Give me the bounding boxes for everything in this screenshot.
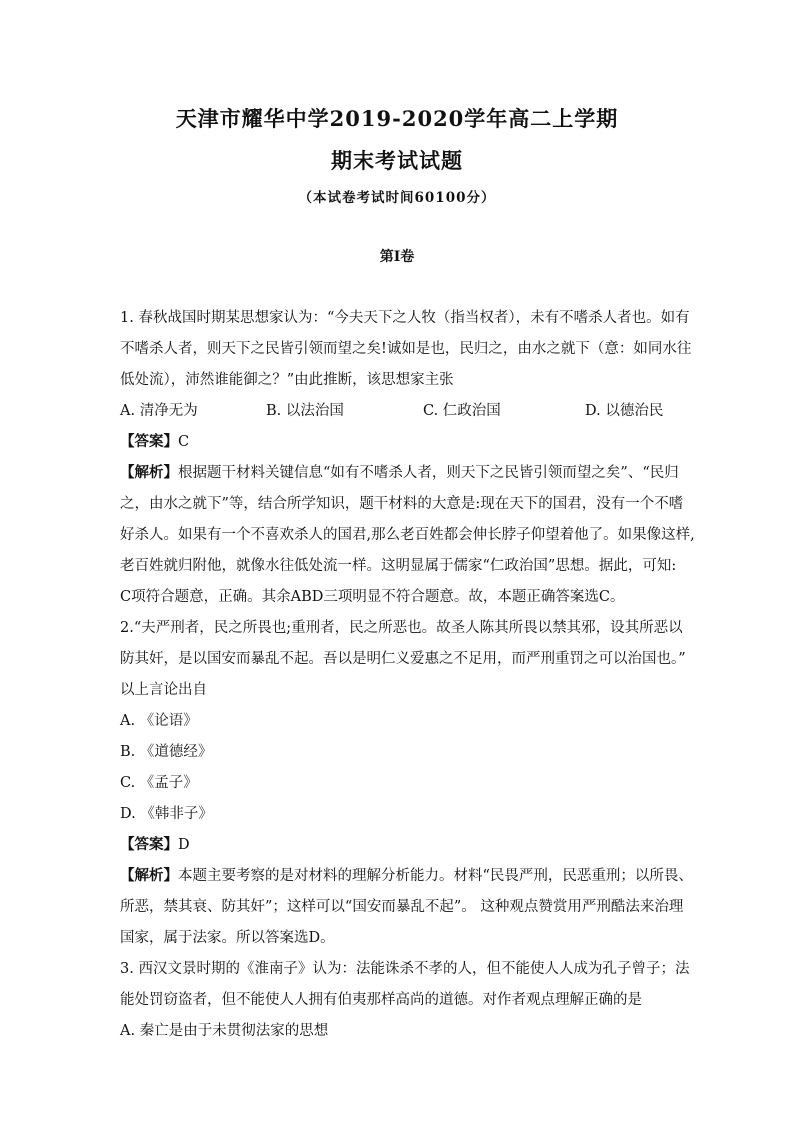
q1-option-b: B. 以法治国 <box>266 403 344 419</box>
q2-analysis-line <box>120 866 693 886</box>
q2-stem-line: 以上言论出自 <box>120 682 207 698</box>
analysis-label: 【解析】 <box>120 867 178 884</box>
q2-option-b: B. 《道德经》 <box>120 744 213 760</box>
q1-stem-line: 低处流），沛然谁能御之？”由此推断，该思想家主张 <box>120 372 454 388</box>
q3-stem-line: 能处罚窃盗者，但不能使人人拥有伯夷那样高尚的道德。对作者观点理解正确的是 <box>120 992 642 1008</box>
q2-answer <box>120 835 680 855</box>
section-title: 第Ⅰ卷 <box>379 249 415 265</box>
exam-title-sub: 期末考试试题 <box>331 148 463 173</box>
q2-option-a: A. 《论语》 <box>120 713 198 729</box>
answer-label: 【答案】 <box>120 836 178 853</box>
q1-analysis-line: 好杀人。如果有一个不喜欢杀人的国君,那么老百姓都会伸长脖子仰望着他了。如果像这样, <box>120 527 695 543</box>
q1-analysis-line: 老百姓就归附他，就像水往低处流一样。这明显属于儒家“仁政治国”思想。据此，可知: <box>120 558 677 574</box>
q2-analysis-line: 国家，属于法家。所以答案选D。 <box>120 930 335 946</box>
q1-option-a: A. 清净无为 <box>120 403 198 419</box>
q1-option-d: D. 以德治民 <box>585 403 664 419</box>
q2-stem-line: 防其奸，是以国安而暴乱不起。吾以是明仁义爱惠之不足用，而严刑重罚之可以治国也。” <box>120 651 686 667</box>
analysis-label: 【解析】 <box>120 464 178 481</box>
answer-label: 【答案】 <box>120 433 178 450</box>
q2-stem-line: 2.“夫严刑者，民之所畏也;重刑者，民之所恶也。故圣人陈其所畏以禁其邪，设其所恶以 <box>120 620 683 636</box>
q1-stem-line: 1. 春秋战国时期某思想家认为：“今夫天下之人牧（指当权者），未有不嗜杀人者也。如有 <box>120 310 690 326</box>
analysis-text: 本题主要考察的是对材料的理解分析能力。材料“民畏严刑，民恶重刑；以所畏、 <box>178 868 693 884</box>
q1-analysis-line <box>120 463 680 483</box>
exam-time-note: （本试卷考试时间60100分） <box>298 190 496 206</box>
q3-option-a: A. 秦亡是由于未贯彻法家的思想 <box>120 1023 329 1039</box>
q1-answer <box>120 432 680 452</box>
answer-value: D <box>178 837 190 853</box>
q2-option-c: C. 《孟子》 <box>120 775 198 791</box>
q1-analysis-line: C项符合题意，正确。其余ABD三项明显不符合题意。故，本题正确答案选C。 <box>120 589 625 605</box>
q3-stem-line: 3. 西汉文景时期的《淮南子》认为：法能诛杀不孝的人，但不能使人人成为孔子曾子；法 <box>120 961 690 977</box>
q2-option-d: D. 《韩非子》 <box>120 806 213 822</box>
q1-stem-line: 不嗜杀人者，则天下之民皆引领而望之矣!诚如是也，民归之，由水之就下（意：如同水往 <box>120 341 692 357</box>
q1-analysis-line: 之，由水之就下”等，结合所学知识，题干材料的大意是:现在天下的国君，没有一个不嗜 <box>120 496 684 512</box>
q1-option-c: C. 仁政治国 <box>423 403 501 419</box>
answer-value: C <box>178 434 190 450</box>
exam-title: 天津市耀华中学2019-2020学年高二上学期 <box>175 106 619 131</box>
q2-analysis-line: 所恶，禁其衰、防其奸”；这样可以“国安而暴乱不起”。 这种观点赞赏用严刑酷法来治理 <box>120 899 684 915</box>
analysis-text: 根据题干材料关键信息“如有不嗜杀人者，则天下之民皆引领而望之矣”、“民归 <box>178 465 679 481</box>
